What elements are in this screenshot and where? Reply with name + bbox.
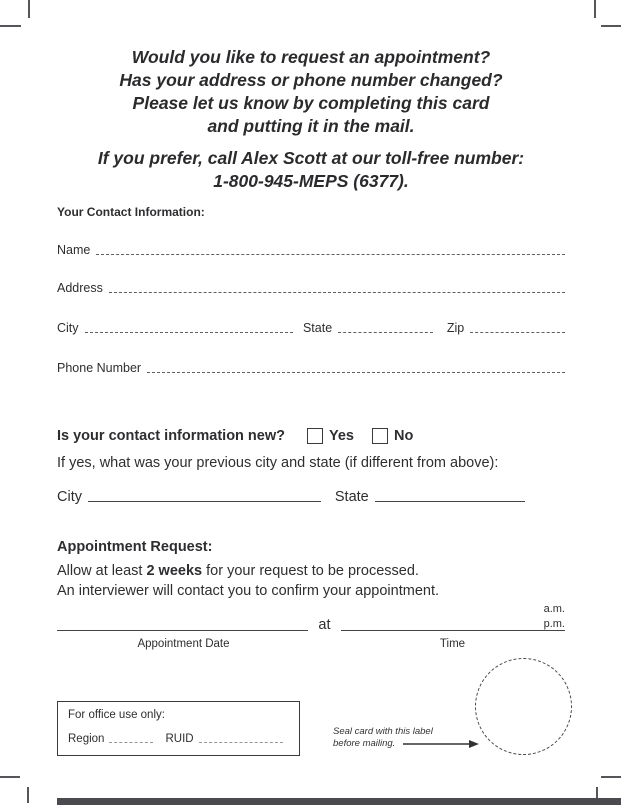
- previous-city-state-row: [57, 487, 525, 505]
- intro-line-4: and putting it in the mail.: [207, 116, 415, 136]
- allow-pre-text: Allow at least: [57, 563, 147, 579]
- previous-city-label: City: [57, 489, 82, 505]
- yes-label: Yes: [329, 428, 354, 444]
- am-label: a.m.: [543, 603, 565, 615]
- at-label: at: [318, 617, 331, 633]
- phone-row: [57, 358, 565, 375]
- intro-line-3: Please let us know by completing this card: [132, 93, 490, 113]
- ruid-input-line[interactable]: [199, 730, 283, 743]
- seal-label-placement-circle: [475, 658, 572, 755]
- office-use-box: [57, 701, 300, 756]
- crop-mark-bottom-left-vertical: [27, 787, 29, 803]
- previous-state-input-line[interactable]: [375, 487, 525, 502]
- yes-option[interactable]: [307, 428, 354, 444]
- allow-post-text: for your request to be processed.: [202, 563, 419, 579]
- yes-checkbox[interactable]: [307, 428, 323, 444]
- crop-mark-top-left-horizontal: [0, 25, 21, 27]
- crop-mark-top-right-horizontal: [601, 25, 621, 27]
- intro-line-1: Would you like to request an appointment?: [131, 47, 491, 67]
- intro-text: [57, 46, 565, 138]
- city-state-zip-row: [57, 318, 565, 335]
- state-label: State: [302, 321, 333, 335]
- contact-info-heading: Your Contact Information:: [57, 205, 205, 219]
- previous-state-label: State: [334, 489, 369, 505]
- crop-mark-top-left-vertical: [28, 0, 30, 18]
- allow-two-weeks-text: [57, 563, 419, 579]
- zip-label: Zip: [446, 321, 465, 335]
- interviewer-text: An interviewer will contact you to confirm your appointment.: [57, 583, 440, 599]
- region-input-line[interactable]: [109, 730, 153, 743]
- address-label: Address: [57, 281, 103, 295]
- call-instruction-text: [57, 147, 565, 193]
- appointment-date-caption: Appointment Date: [137, 638, 230, 650]
- zip-input-line[interactable]: [470, 318, 565, 333]
- appointment-date-input-line[interactable]: [57, 616, 308, 631]
- crop-mark-bottom-right-horizontal: [601, 776, 621, 778]
- if-yes-instruction: If yes, what was your previous city and state (if different from above):: [57, 455, 499, 471]
- call-line-1: If you prefer, call Alex Scott at our toll-free number:: [97, 148, 525, 168]
- no-checkbox[interactable]: [372, 428, 388, 444]
- previous-city-input-line[interactable]: [88, 487, 321, 502]
- new-info-question: Is your contact information new?: [57, 428, 285, 444]
- region-label: Region: [68, 733, 105, 745]
- intro-line-2: Has your address or phone number changed?: [119, 70, 503, 90]
- address-input-line[interactable]: [109, 278, 565, 293]
- city-label: City: [57, 321, 79, 335]
- name-input-line[interactable]: [96, 240, 565, 255]
- allow-bold-text: 2 weeks: [146, 563, 203, 579]
- state-input-line[interactable]: [338, 318, 433, 333]
- call-line-2: 1-800-945-MEPS (6377).: [213, 171, 409, 191]
- phone-label: Phone Number: [57, 361, 142, 375]
- date-time-row: [57, 614, 565, 633]
- time-input-line[interactable]: [341, 616, 565, 631]
- pm-label: p.m.: [543, 618, 565, 630]
- no-option[interactable]: [372, 428, 413, 444]
- time-caption: Time: [439, 638, 466, 650]
- region-ruid-row: [68, 730, 289, 745]
- crop-mark-top-right-vertical: [594, 0, 596, 18]
- name-row: [57, 240, 565, 257]
- seal-note: [333, 726, 479, 750]
- name-label: Name: [57, 243, 91, 257]
- new-info-question-row: [57, 428, 565, 444]
- seal-note-line-1: Seal card with this label: [333, 726, 433, 737]
- arrow-right-icon: [403, 739, 479, 749]
- phone-input-line[interactable]: [147, 358, 565, 373]
- ruid-label: RUID: [165, 733, 194, 745]
- seal-note-line-2: before mailing.: [333, 738, 396, 749]
- bottom-edge-bar: [57, 798, 621, 805]
- crop-mark-bottom-left-horizontal: [0, 776, 20, 778]
- no-label: No: [394, 428, 414, 444]
- appointment-request-heading: Appointment Request:: [57, 539, 213, 555]
- office-use-heading: For office use only:: [68, 709, 165, 721]
- address-row: [57, 278, 565, 295]
- city-input-line[interactable]: [85, 318, 293, 333]
